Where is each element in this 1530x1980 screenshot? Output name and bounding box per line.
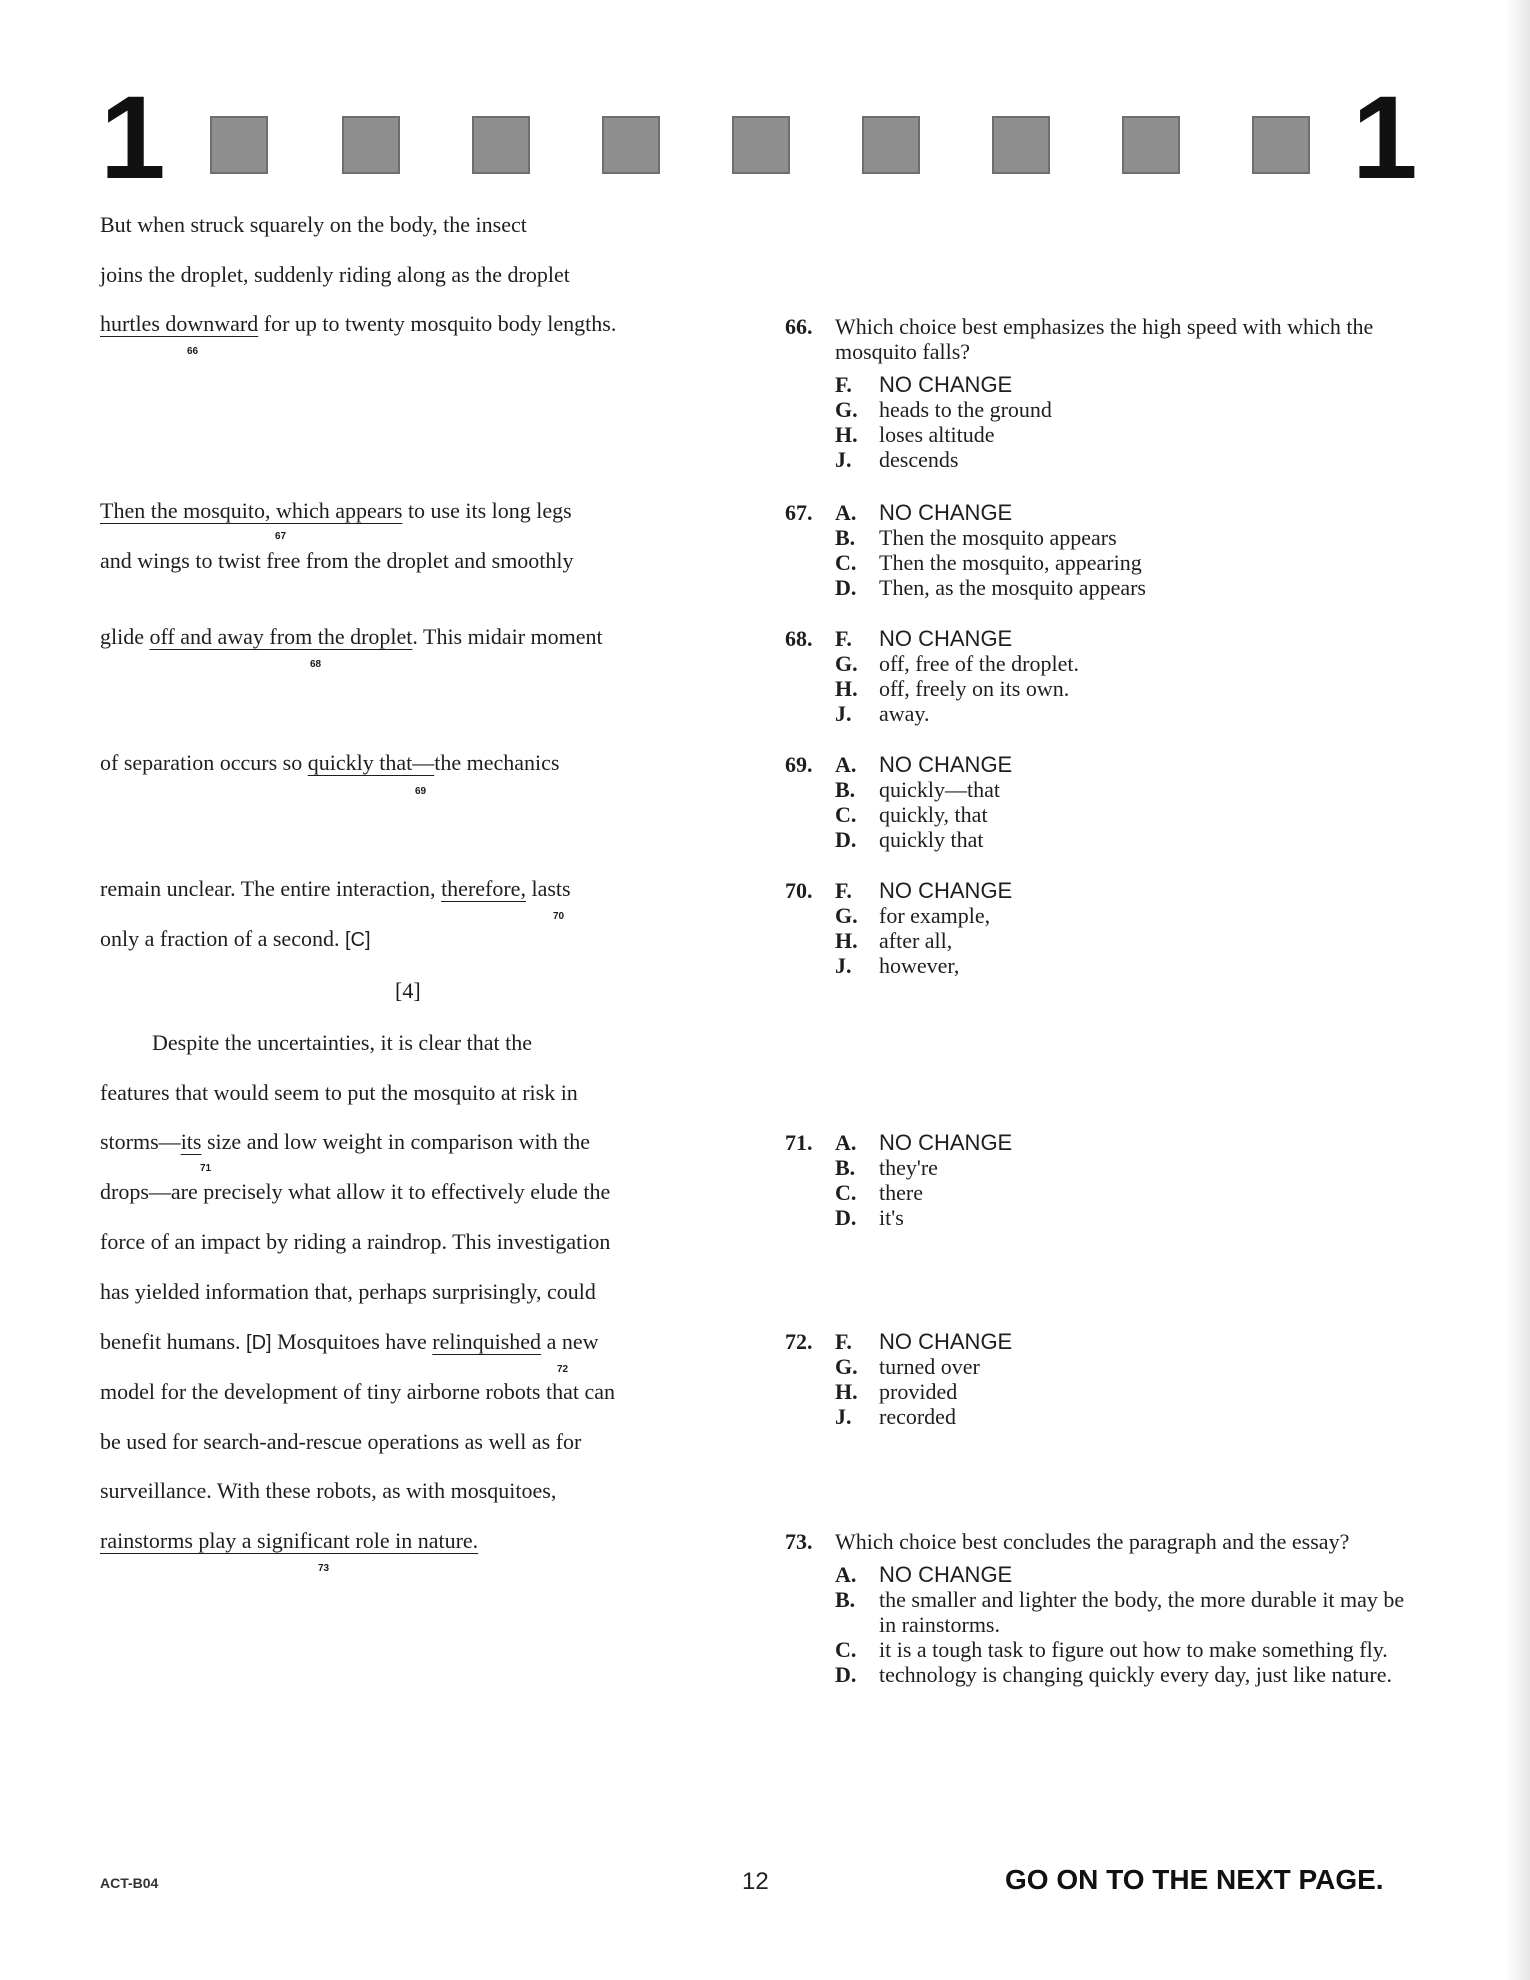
passage-line: and wings to twist free from the droplet and smoothly xyxy=(100,548,574,573)
passage-line: Despite the uncertainties, it is clear that the xyxy=(152,1030,532,1055)
question-71 xyxy=(785,1130,1425,1230)
answer-option[interactable]: G. off, free of the droplet. xyxy=(835,651,1079,676)
passage-line: benefit humans. [D] Mosquitoes have relinquished a new xyxy=(100,1329,599,1354)
answer-option[interactable]: H. after all, xyxy=(835,928,953,953)
passage-line: has yielded information that, perhaps surprisingly, could xyxy=(100,1279,596,1304)
question-68 xyxy=(785,626,1425,726)
question-number: 73. xyxy=(785,1529,813,1554)
answer-option[interactable]: H. provided xyxy=(835,1379,958,1404)
header-square xyxy=(342,116,400,174)
header-square xyxy=(1252,116,1310,174)
header-square xyxy=(602,116,660,174)
next-page-notice: GO ON TO THE NEXT PAGE. xyxy=(1005,1864,1384,1895)
header-square xyxy=(862,116,920,174)
answer-option[interactable]: 69. A. NO CHANGE xyxy=(785,752,1013,777)
question-number: 67. xyxy=(785,500,813,525)
underlined-68[interactable]: off and away from the droplet xyxy=(149,624,413,649)
passage-line: features that would seem to put the mosquito at risk in xyxy=(100,1080,578,1105)
answer-option[interactable]: 71. A. NO CHANGE xyxy=(785,1130,1013,1155)
answer-option[interactable]: G. heads to the ground xyxy=(835,397,1052,422)
answer-option[interactable]: C. Then the mosquito, appearing xyxy=(835,550,1142,575)
paragraph-number: [4] xyxy=(395,978,421,1003)
answer-option[interactable]: C. there xyxy=(835,1180,923,1205)
answer-option[interactable]: B. the smaller and lighter the body, the more durable it may be in rainstorms. xyxy=(835,1587,1405,1637)
section-number-right: 1 xyxy=(1352,72,1418,204)
answer-option[interactable]: F. NO CHANGE xyxy=(835,372,1013,397)
answer-option[interactable]: 68. F. NO CHANGE xyxy=(785,626,1013,651)
placement-label-c: [C] xyxy=(344,929,371,951)
passage-line: be used for search-and-rescue operations as well as for xyxy=(100,1429,582,1454)
passage-line: storms—its size and low weight in comparison with the xyxy=(100,1129,591,1154)
underlined-71[interactable]: its xyxy=(180,1129,202,1154)
answer-option[interactable]: J. recorded xyxy=(835,1404,956,1429)
passage-line: Then the mosquito, which appears to use its long legs xyxy=(100,498,572,523)
passage-line: hurtles downward for up to twenty mosquito body lengths. xyxy=(100,311,617,336)
passage-line: model for the development of tiny airborne robots that can xyxy=(100,1379,616,1404)
header-square xyxy=(992,116,1050,174)
underlined-66[interactable]: hurtles downward xyxy=(100,311,259,336)
question-number: 66. xyxy=(785,314,813,339)
placement-label-d: [D] xyxy=(246,1332,272,1354)
answer-option[interactable]: B. Then the mosquito appears xyxy=(835,525,1117,550)
answer-option[interactable]: A. NO CHANGE xyxy=(835,1562,1013,1587)
passage-line: drops—are precisely what allow it to effectively elude the xyxy=(100,1179,611,1204)
passage-line: of separation occurs so quickly that—the mechanics xyxy=(100,750,560,775)
question-stem: Which choice best concludes the paragraph and the essay? xyxy=(835,1529,1350,1554)
answer-option[interactable]: C. quickly, that xyxy=(835,802,988,827)
answer-option[interactable]: D. Then, as the mosquito appears xyxy=(835,575,1146,600)
answer-option[interactable]: 70. F. NO CHANGE xyxy=(785,878,1013,903)
question-marker-71: 71 xyxy=(200,1163,212,1174)
underlined-72[interactable]: relinquished xyxy=(432,1329,542,1354)
answer-option[interactable]: H. loses altitude xyxy=(835,422,995,447)
question-stem: Which choice best emphasizes the high speed with which the mosquito falls? xyxy=(835,314,1374,364)
underlined-69[interactable]: quickly that— xyxy=(307,750,435,775)
answer-option[interactable]: G. for example, xyxy=(835,903,991,928)
passage-line: surveillance. With these robots, as with mosquitoes, xyxy=(100,1478,557,1503)
underlined-67[interactable]: Then the mosquito, which appears xyxy=(100,498,403,523)
question-marker-73: 73 xyxy=(318,1563,330,1574)
page-number: 12 xyxy=(742,1868,769,1895)
question-number: 70. xyxy=(785,878,813,903)
question-72 xyxy=(785,1329,1425,1429)
answer-option[interactable]: 72. F. NO CHANGE xyxy=(785,1329,1013,1354)
answer-option[interactable]: J. however, xyxy=(835,953,960,978)
form-code: ACT-B04 xyxy=(100,1875,159,1891)
answer-option[interactable]: D. quickly that xyxy=(835,827,984,852)
passage-line: glide off and away from the droplet. This midair moment xyxy=(100,624,603,649)
question-number: 68. xyxy=(785,626,813,651)
question-marker-68: 68 xyxy=(310,659,322,670)
header-square xyxy=(732,116,790,174)
passage-line: only a fraction of a second. [C] xyxy=(100,926,371,951)
question-marker-70: 70 xyxy=(553,911,565,922)
answer-option[interactable]: D. it's xyxy=(835,1205,904,1230)
answer-option[interactable]: B. they're xyxy=(835,1155,938,1180)
answer-option[interactable]: C. it is a tough task to figure out how to make something fly. xyxy=(835,1637,1388,1662)
question-number: 72. xyxy=(785,1329,813,1354)
answer-option[interactable]: G. turned over xyxy=(835,1354,980,1379)
question-69 xyxy=(785,752,1425,852)
passage-line: remain unclear. The entire interaction, therefore, lasts xyxy=(100,876,571,901)
question-67 xyxy=(785,500,1425,600)
passage-line xyxy=(100,1528,478,1554)
question-marker-66: 66 xyxy=(187,346,199,357)
question-marker-72: 72 xyxy=(557,1364,569,1375)
answer-option[interactable]: 67. A. NO CHANGE xyxy=(785,500,1013,525)
section-number-left: 1 xyxy=(100,72,166,204)
question-number: 69. xyxy=(785,752,813,777)
page-edge-shadow xyxy=(1506,0,1530,1980)
passage-line: But when struck squarely on the body, the insect xyxy=(100,212,527,237)
answer-option[interactable]: B. quickly—that xyxy=(835,777,1000,802)
question-marker-67: 67 xyxy=(275,531,287,542)
answer-option[interactable]: H. off, freely on its own. xyxy=(835,676,1070,701)
underlined-73[interactable]: rainstorms play a significant role in nature. xyxy=(100,1528,479,1553)
header-square xyxy=(210,116,268,174)
question-66 xyxy=(785,314,1425,472)
question-70 xyxy=(785,878,1425,978)
answer-option[interactable]: J. descends xyxy=(835,447,959,472)
answer-option[interactable]: D. technology is changing quickly every day, just like nature. xyxy=(835,1662,1392,1687)
underlined-70[interactable]: therefore, xyxy=(441,876,526,901)
header-square xyxy=(1122,116,1180,174)
passage-line: joins the droplet, suddenly riding along as the droplet xyxy=(100,262,570,287)
passage-line: force of an impact by riding a raindrop. This investigation xyxy=(100,1229,611,1254)
question-73 xyxy=(785,1529,1425,1687)
answer-option[interactable]: J. away. xyxy=(835,701,930,726)
question-marker-69: 69 xyxy=(415,786,427,797)
question-number: 71. xyxy=(785,1130,813,1155)
header-square xyxy=(472,116,530,174)
